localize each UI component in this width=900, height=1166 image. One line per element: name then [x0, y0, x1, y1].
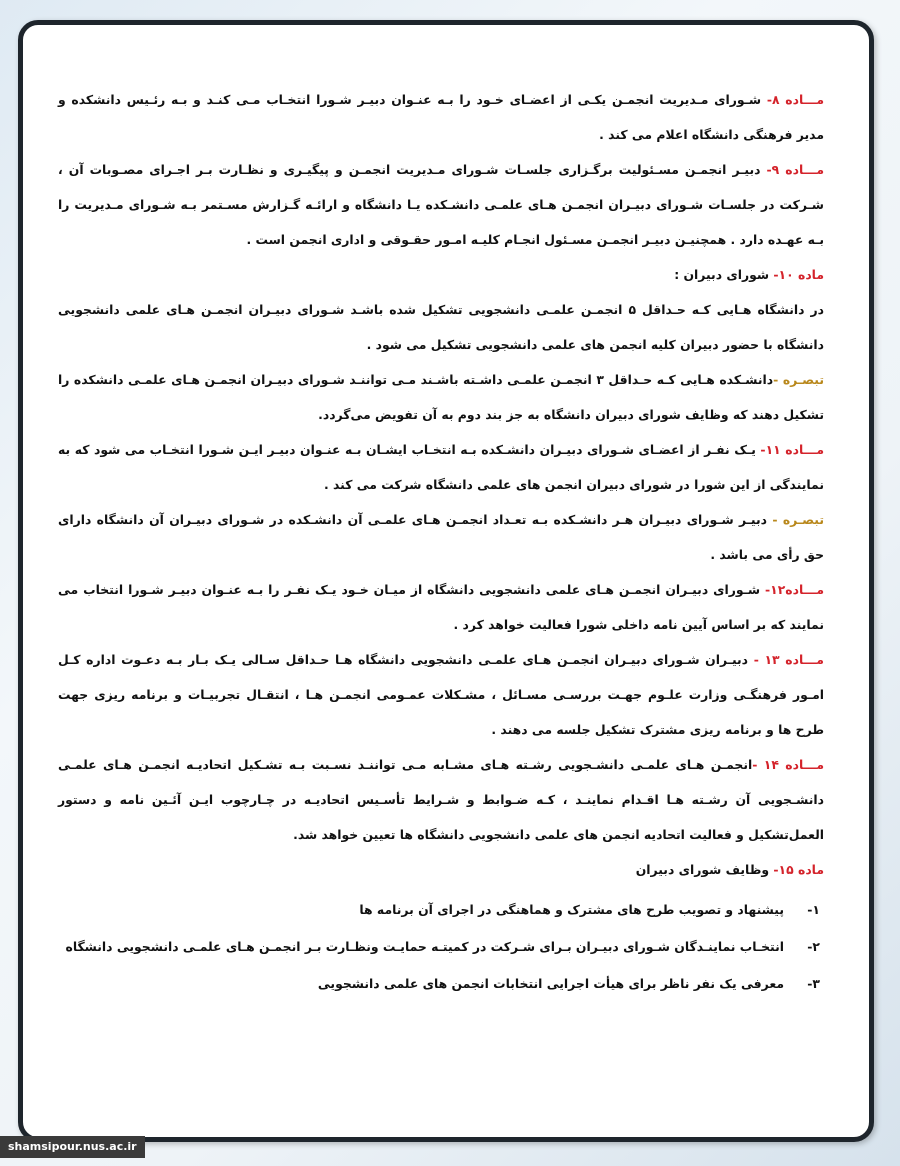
article-text: دبیـران شـورای دبیـران انجمـن هـای علمـی دانشجویی دانشگاه هـا حـداقل سـالی یـک بـار بـه دعـوت اداره کـل امـور فرهنگـی وزارت علـوم جهـت بررسـی مسـائل ، مشـکلات عمـومی انجمـن هـا ، انتقـال تجربیـات و برنامه ریزی جهت طرح ها و برنامه ریزی مشترک تشکیل جلسه می دهند . [58, 652, 824, 737]
article-heading: مـــاده ۹- [766, 162, 824, 177]
article-text: شورای دبیران : [674, 267, 774, 282]
article-12 [58, 572, 824, 642]
list-item-number: ۱- [807, 902, 820, 917]
note-text: دبیـر شـورای دبیـران هـر دانشـکده بـه تعـداد انجمـن هـای علمـی آن دانشـکده در شـورای دبیـران آن دانشگاه دارای حق رأی می باشد . [58, 512, 824, 562]
article-14 [58, 747, 824, 852]
list-item-text: انتخـاب نماینـدگان شـورای دبیـران بـرای شـرکت در کمیتـه حمایـت ونظـارت بـر انجمـن هـای علمـی دانشجویی دانشگاه [65, 939, 784, 954]
article-15 [58, 852, 824, 887]
note-1 [58, 362, 824, 432]
list-item-number: ۲- [807, 939, 820, 954]
article-10-body [58, 292, 824, 362]
article-text: در دانشگاه هـایی کـه حـداقل ۵ انجمـن علمـی دانشجویی تشکیل شده باشـد شـورای دبیـران انجمـن هـای علمی دانشجویی دانشگاه با حضور دبیران کلیه انجمن های علمی دانشجویی تشکیل می شود . [58, 302, 824, 352]
article-9 [58, 152, 824, 257]
article-heading: مـــاده ۱۳ - [753, 652, 824, 667]
note-2 [58, 502, 824, 572]
list-item-number: ۳- [807, 976, 820, 991]
article-text: دبیـر انجمـن مسـئولیت برگـزاری جلسـات شـورای مـدیریت انجمـن و پیگیـری و نظـارت بـر اجـرای مصـوبات آن ، شـرکت در جلسـات شـورای دبیـران انجمـن هـای علمـی دانشـکده یـا دانشگاه و ارائـه گـزارش مسـتمر بـه شـورای مـدیریت را بـه عهـده دارد . همچنیـن دبیـر انجمـن مسـئول انجـام کلیـه امـور حقـوقی و اداری انجمن است . [58, 162, 824, 247]
site-watermark: shamsipour.nus.ac.ir [0, 1136, 145, 1158]
article-heading: ماده ۱۵- [773, 862, 824, 877]
list-item-text: معرفی یک نفر ناظر برای هیأت اجرایی انتخابات انجمن های علمی دانشجویی [317, 976, 784, 991]
article-text: شـورای دبیـران انجمـن هـای علمی دانشجویی دانشگاه از میـان خـود یـک نفـر را بـه عنـوان دبیـر شـورا انتخاب می نمایند که بر اساس آیین نامه داخلی شورا فعالیت خواهد کرد . [58, 582, 824, 632]
article-13 [58, 642, 824, 747]
list-item [58, 892, 824, 927]
note-heading: تبصـره - [773, 372, 824, 387]
list-item-text: پیشنهاد و تصویب طرح های مشترک و هماهنگی در اجرای آن برنامه ها [359, 902, 784, 917]
note-heading: تبصـره - [772, 512, 824, 527]
document-body [58, 82, 824, 1001]
article-text: شـورای مـدیریت انجمـن یکـی از اعضـای خـود را بـه عنـوان دبیـر شـورا انتخـاب مـی کنـد و بـه رئـیس دانشکده و مدیر فرهنگی دانشگاه اعلام می کند . [58, 92, 824, 142]
article-heading: مـــاده ۱۱- [760, 442, 824, 457]
list-item [58, 929, 824, 964]
article-text: وظایف شورای دبیران [635, 862, 774, 877]
article-10 [58, 257, 824, 292]
article-heading: مـــاده۱۲- [765, 582, 824, 597]
article-text: یـک نفـر از اعضـای شـورای دبیـران دانشـکده بـه انتخـاب ایشـان بـه عنـوان دبیـر ایـن شـورا انتخـاب می شود که به نمایندگی از این شورا در شورای دبیران انجمن های علمی دانشگاه شرکت می کند . [58, 442, 824, 492]
article-heading: مـــاده ۱۴ - [752, 757, 824, 772]
duties-list [58, 892, 824, 1001]
article-11 [58, 432, 824, 502]
list-item [58, 966, 824, 1001]
article-text: انجمـن هـای علمـی دانشـجویی رشـته هـای مشـابه مـی تواننـد نسـبت بـه تشـکیل اتحادیـه انجمـن هـای علمـی دانشـجویی آن رشـته هـا اقـدام نماینـد ، کـه ضـوابط و شـرایط تأسـیس اتحادیـه در چـارچوب ایـن آئـین نامه و دستور العمل‌تشکیل و فعالیت اتحادیه انجمن های علمی دانشجویی دانشگاه ها تعیین خواهد شد. [58, 757, 824, 842]
article-8 [58, 82, 824, 152]
article-heading: ماده ۱۰- [773, 267, 824, 282]
note-text: دانشـکده هـایی کـه حـداقل ۳ انجمـن علمـی داشـته باشـند مـی تواننـد شـورای دبیـران انجمـن هـای علمـی دانشکده را تشکیل دهند که وظایف شورای دبیران دانشگاه به جز بند دوم به آن تفویض می‌گردد. [58, 372, 824, 422]
article-heading: مـــاده ۸- [766, 92, 824, 107]
